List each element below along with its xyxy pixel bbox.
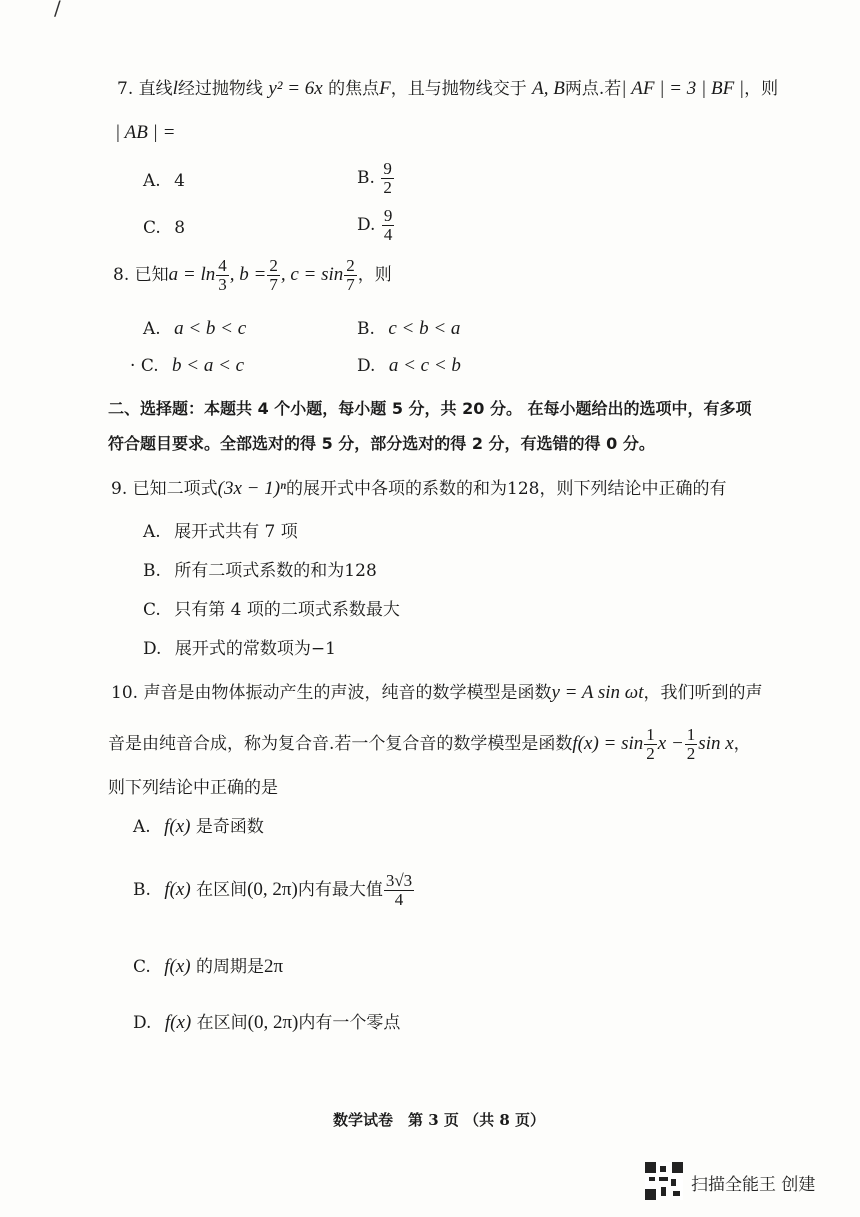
option-label: A. xyxy=(143,522,161,542)
option-label: B. xyxy=(133,879,151,900)
question-number: 7. xyxy=(117,79,134,99)
q8-option-b[interactable] xyxy=(357,318,460,340)
q8-b-def: , b = xyxy=(229,263,267,285)
q10-text: ， xyxy=(733,733,751,754)
denominator: 7 xyxy=(269,274,278,294)
q9-option-a[interactable] xyxy=(143,517,298,542)
question-8 xyxy=(113,257,392,294)
question-10-line3: 则下列结论中正确的是 xyxy=(108,778,278,798)
option-text: 所有二项式系数的和为128 xyxy=(174,561,377,581)
q7-option-a[interactable] xyxy=(143,171,185,191)
question-number: 9. xyxy=(111,479,128,499)
q9-text: 的展开式中各项的系数的和为128，则下列结论中正确的有 xyxy=(286,479,727,499)
q10-option-b[interactable] xyxy=(133,872,415,909)
numerator: 2 xyxy=(346,256,355,275)
q7-line-var: l xyxy=(172,78,178,99)
q7-option-b[interactable] xyxy=(357,160,395,197)
numerator: 9 xyxy=(383,159,392,178)
q8-c-def: , c = sin xyxy=(280,263,344,285)
q8-option-d[interactable] xyxy=(357,355,461,377)
q10-text: 声音是由物体振动产生的声波，纯音的数学模型是函数 xyxy=(143,683,552,703)
option-label: B. xyxy=(357,319,375,339)
option-value: c < b < a xyxy=(388,318,461,339)
option-label: C. xyxy=(143,218,161,238)
fraction xyxy=(267,257,280,294)
option-text: 的周期是 xyxy=(196,957,264,977)
q10-option-c[interactable] xyxy=(133,952,283,978)
q9-option-d[interactable] xyxy=(143,634,336,659)
q7-text: ，且与抛物线交于 xyxy=(390,79,527,99)
question-10-line2 xyxy=(108,726,751,763)
option-label: B. xyxy=(357,167,375,188)
q7-condition: | AF | = 3 | BF | xyxy=(621,78,745,99)
fraction xyxy=(644,726,657,763)
fraction xyxy=(344,257,357,294)
q10-function: sin x xyxy=(698,732,734,754)
option-label: A. xyxy=(133,817,151,837)
option-label: C. xyxy=(133,957,151,977)
fraction xyxy=(382,207,395,244)
q10-option-d[interactable] xyxy=(133,1008,400,1034)
q10-text: ，我们听到的声 xyxy=(643,683,763,703)
numerator: 3√3 xyxy=(385,871,413,890)
option-label: D. xyxy=(357,214,376,235)
numerator: 4 xyxy=(218,256,227,275)
q7-text: 的焦点 xyxy=(328,79,380,99)
section-2-heading-line1: 二、选择题：本题共 4 个小题，每小题 5 分，共 20 分。 在每小题给出的选项中，有多项 xyxy=(108,399,752,418)
option-label: C. xyxy=(140,356,159,376)
q9-text: 已知二项式 xyxy=(132,479,218,499)
q10-text: 音是由纯音合成，称为复合音.若一个复合音的数学模型是函数 xyxy=(108,733,573,754)
q7-text: 两点.若 xyxy=(564,79,622,99)
option-text: 内有一个零点 xyxy=(298,1013,401,1033)
option-label: D. xyxy=(143,639,162,659)
numerator: 2 xyxy=(269,256,278,275)
q9-binomial: (3x − 1)ⁿ xyxy=(217,478,287,499)
option-value: 2π xyxy=(264,956,284,977)
denominator: 4 xyxy=(394,889,404,909)
q10-option-a[interactable] xyxy=(133,812,264,838)
option-function: f(x) xyxy=(164,878,191,900)
q7-focus: F xyxy=(379,78,391,99)
option-label: D. xyxy=(357,356,376,376)
question-9 xyxy=(111,474,727,500)
option-function: f(x) xyxy=(164,956,191,977)
watermark-text: 扫描全能王 创建 xyxy=(691,1175,816,1195)
q9-option-b[interactable] xyxy=(143,556,377,581)
fraction xyxy=(216,257,229,294)
option-text: 在区间 xyxy=(196,1013,248,1033)
q8-option-a[interactable] xyxy=(143,318,246,340)
numerator: 9 xyxy=(383,206,393,225)
section-2-heading-line2: 符合题目要求。全部选对的得 5 分，部分选对的得 2 分，有选错的得 0 分。 xyxy=(108,434,655,453)
question-10-line1 xyxy=(111,678,763,704)
option-value: 8 xyxy=(174,218,186,238)
question-7 xyxy=(117,74,778,100)
q10-function: f(x) = sin xyxy=(572,732,644,754)
denominator: 4 xyxy=(383,224,393,244)
q10-function: x − xyxy=(657,732,684,754)
q7-text: 直线 xyxy=(138,79,173,99)
option-value: a < b < c xyxy=(174,318,247,339)
option-value: b < a < c xyxy=(172,355,245,376)
option-text: 只有第 4 项的二项式系数最大 xyxy=(174,600,400,620)
question-number: 8. xyxy=(113,264,130,285)
option-function: f(x) xyxy=(164,816,191,837)
denominator: 7 xyxy=(346,274,355,294)
fraction xyxy=(384,872,414,909)
q7-text: 经过抛物线 xyxy=(177,79,263,99)
option-text: 展开式的常数项为−1 xyxy=(174,639,336,659)
option-interval: (0, 2π) xyxy=(247,878,298,900)
q7-option-c[interactable] xyxy=(143,218,185,238)
denominator: 2 xyxy=(686,743,696,763)
q10-pure-tone-model: y = A sin ωt xyxy=(551,682,644,703)
question-number: 10. xyxy=(111,683,139,703)
denominator: 2 xyxy=(383,177,392,197)
q8-text: 已知 xyxy=(134,264,169,285)
corner-pen-mark: / xyxy=(54,0,61,20)
option-text: 展开式共有 7 项 xyxy=(174,522,298,542)
q8-option-c[interactable] xyxy=(130,355,244,377)
q8-text: ，则 xyxy=(357,264,392,285)
option-label: B. xyxy=(143,561,161,581)
qr-code-icon xyxy=(645,1162,683,1200)
option-label: D. xyxy=(133,1013,152,1033)
q7-parabola-eq: y² = 6x xyxy=(268,78,323,99)
fraction xyxy=(685,726,698,763)
q9-option-c[interactable] xyxy=(143,595,400,620)
option-function: f(x) xyxy=(164,1012,192,1033)
option-label: A. xyxy=(143,319,161,339)
page-footer: 数学试卷 第 3 页 （共 8 页） xyxy=(333,1111,545,1129)
option-label: A. xyxy=(143,171,161,191)
q7-text: ，则 xyxy=(744,79,779,99)
q7-option-d[interactable] xyxy=(357,207,395,244)
option-value: a < c < b xyxy=(388,355,461,376)
pen-dot-mark: · xyxy=(130,356,136,376)
denominator: 3 xyxy=(218,274,227,294)
option-interval: (0, 2π) xyxy=(247,1012,299,1033)
q7-points: A, B xyxy=(532,78,565,99)
option-value: 4 xyxy=(174,171,185,191)
fraction xyxy=(381,160,394,197)
option-text: 在区间 xyxy=(196,879,248,900)
option-label: C. xyxy=(143,600,161,620)
denominator: 2 xyxy=(646,743,655,763)
option-text: 内有最大值 xyxy=(297,879,383,900)
option-text: 是奇函数 xyxy=(195,817,264,837)
q8-a-def: a = ln xyxy=(168,263,216,285)
q7-ask: | AB | = xyxy=(115,122,176,143)
numerator: 1 xyxy=(646,725,655,744)
numerator: 1 xyxy=(686,725,696,744)
